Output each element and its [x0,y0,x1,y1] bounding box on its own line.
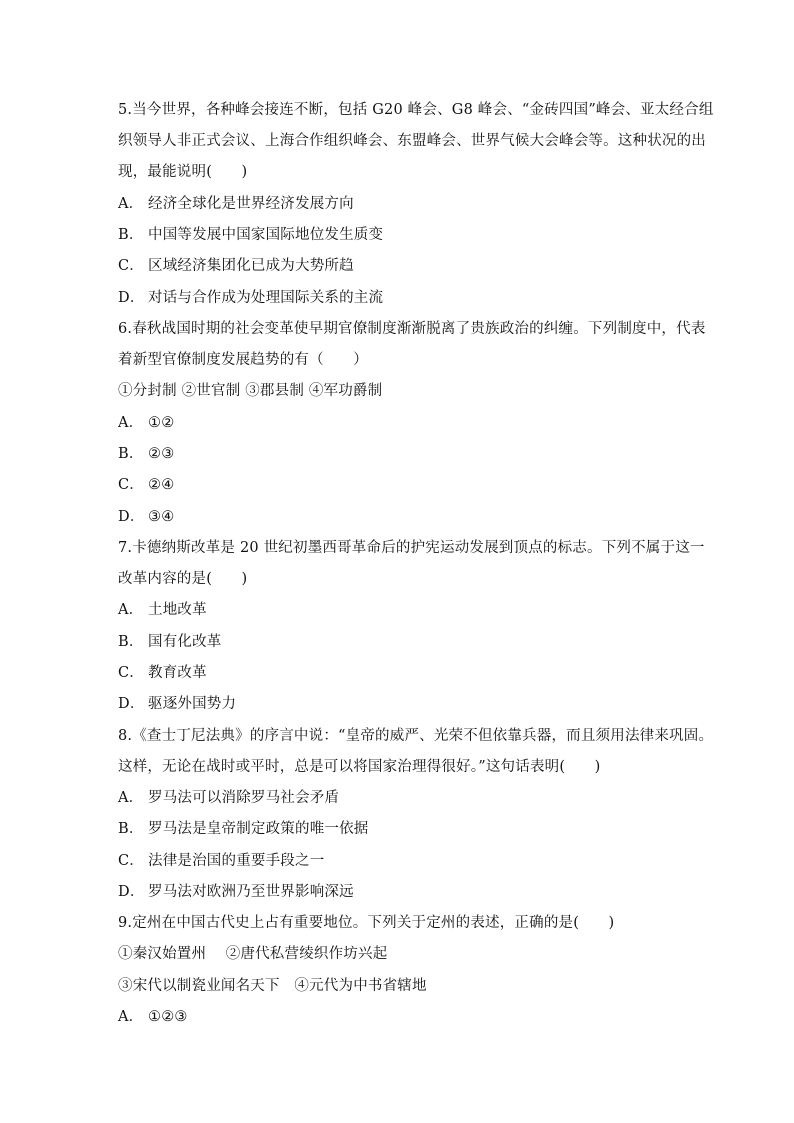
option-letter: B． [118,821,144,837]
q9-option-a [118,1007,678,1027]
option-text: 中国等发展中国家国际地位发生质变 [148,227,384,243]
option-letter: C． [118,258,144,274]
q7-option-d [118,694,678,714]
option-text: ②④ [148,477,175,493]
q5-option-c [118,256,678,276]
q7-stem-line-1: 7.卡德纳斯改革是 20 世纪初墨西哥革命后的护宪运动发展到顶点的标志。下列不属于这一 [118,540,705,556]
option-text: ①②③ [148,1009,188,1025]
q5-stem-line-1: 5.当今世界，各种峰会接连不断，包括 G20 峰会、G8 峰会、“金砖四国”峰会、亚太经合组 [118,102,714,118]
option-text: 经济全球化是世界经济发展方向 [148,196,354,212]
option-text: 罗马法是皇帝制定政策的唯一依据 [148,821,369,837]
q8-option-a [118,788,678,808]
option-letter: D． [118,290,145,306]
option-text: ③④ [148,509,175,525]
option-letter: A． [118,415,144,431]
q8-option-c [118,851,678,871]
option-letter: D． [118,696,145,712]
option-letter: B． [118,634,144,650]
q7-option-a [118,600,678,620]
q6-stem-line-2: 着新型官僚制度发展趋势的有（ ） [118,352,368,368]
option-text: 罗马法可以消除罗马社会矛盾 [148,790,340,806]
q6-option-a [118,413,678,433]
option-letter: A． [118,602,144,618]
option-letter: D． [118,884,145,900]
option-text: 罗马法对欧洲乃至世界影响深远 [148,884,354,900]
option-text: ①② [148,415,175,431]
option-letter: A． [118,196,144,212]
q6-option-c [118,475,678,495]
option-text: 国有化改革 [148,634,222,650]
option-text: 教育改革 [148,665,207,681]
q6-option-d [118,507,678,527]
option-text: 区域经济集团化已成为大势所趋 [148,258,354,274]
q9-choices-line-1: ①秦汉始置州 ②唐代私营绫织作坊兴起 [118,946,388,962]
q6-stem-line-1: 6.春秋战国时期的社会变革使早期官僚制度渐渐脱离了贵族政治的纠缠。下列制度中，代表 [118,321,706,337]
option-text: 法律是治国的重要手段之一 [148,853,325,869]
q5-option-d [118,288,678,308]
option-letter: A． [118,790,144,806]
q6-choices-line: ①分封制 ②世官制 ③郡县制 ④军功爵制 [118,383,383,399]
q5-option-a [118,194,678,214]
q7-option-c [118,663,678,683]
q6-option-b [118,444,678,464]
q9-stem-line-1: 9.定州在中国古代史上占有重要地位。下列关于定州的表述，正确的是( ) [118,915,615,931]
q8-stem-line-1: 8.《查士丁尼法典》的序言中说：“皇帝的威严、光荣不但依靠兵器，而且须用法律来巩固。 [118,728,714,744]
q5-stem-line-3: 现，最能说明( ) [118,164,248,180]
q8-option-d [118,882,678,902]
option-text: 驱逐外国势力 [148,696,237,712]
option-text: 土地改革 [148,602,207,618]
option-text: 对话与合作成为处理国际关系的主流 [148,290,384,306]
q5-option-b [118,225,678,245]
option-letter: C． [118,477,144,493]
q7-stem-line-2: 改革内容的是( ) [118,571,248,587]
option-letter: D． [118,509,145,525]
q8-stem-line-2: 这样，无论在战时或平时，总是可以将国家治理得很好。”这句话表明( ) [118,759,601,775]
option-letter: C． [118,853,144,869]
q8-option-b [118,819,678,839]
option-text: ②③ [148,446,175,462]
option-letter: B． [118,446,144,462]
option-letter: B． [118,227,144,243]
q7-option-b [118,632,678,652]
option-letter: C． [118,665,144,681]
q9-choices-line-2: ③宋代以制瓷业闻名天下 ④元代为中书省辖地 [118,978,427,994]
option-letter: A． [118,1009,144,1025]
q5-stem-line-2: 织领导人非正式会议、上海合作组织峰会、东盟峰会、世界气候大会峰会等。这种状况的出 [118,133,706,149]
